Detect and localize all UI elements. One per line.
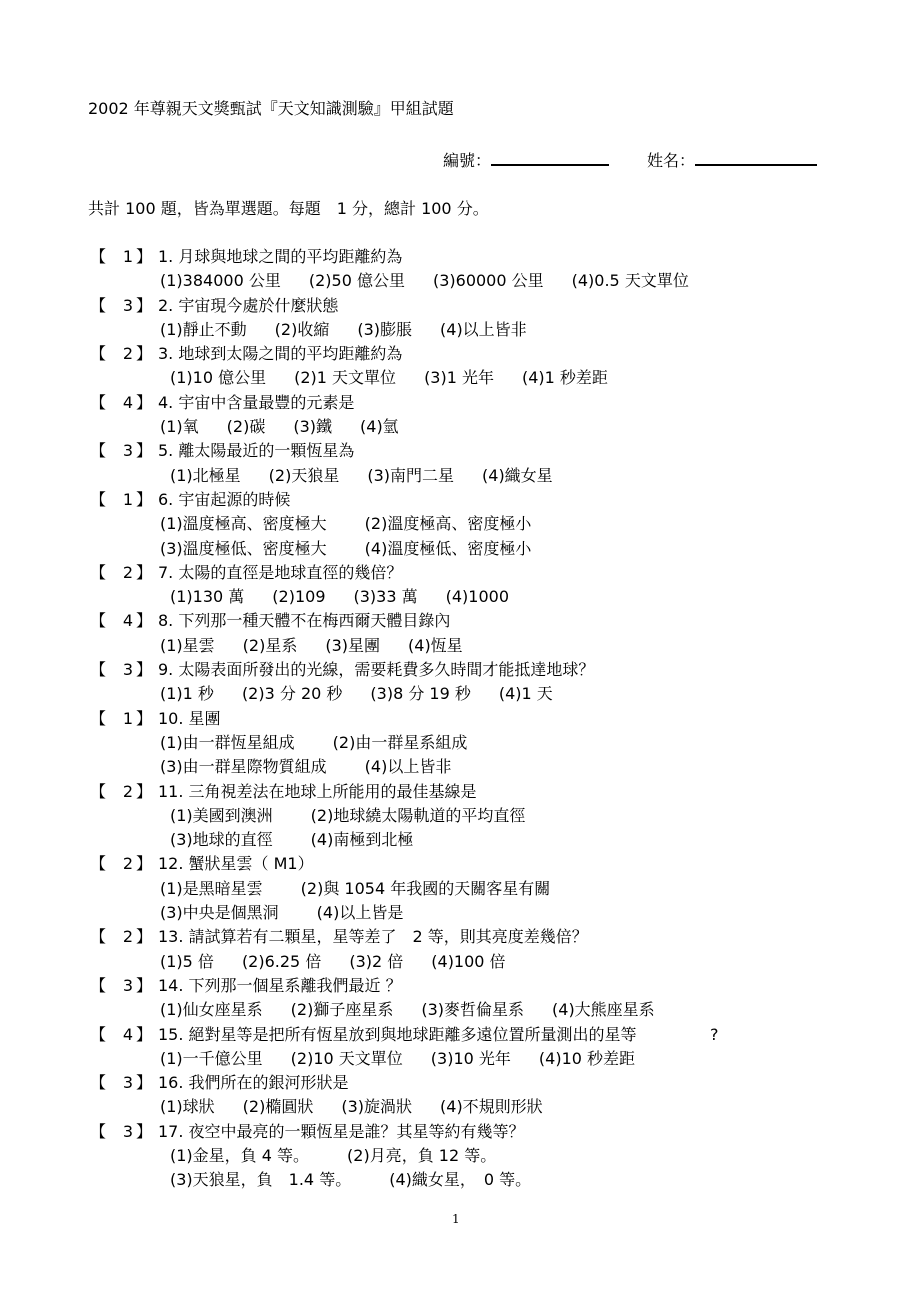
question-text: 13. 請試算若有二顆星，星等差了 2 等，則其亮度差幾倍？ — [158, 927, 588, 947]
bracket-open: 【 — [90, 611, 107, 631]
option-3: (3)鐵 — [293, 417, 333, 437]
bracket-open: 【 — [90, 344, 107, 364]
question-16 — [90, 1071, 880, 1095]
option-row — [90, 682, 880, 706]
option-4: (4)以上皆非 — [440, 319, 527, 339]
answer-box — [90, 925, 158, 949]
option-3: (3)33 萬 — [353, 587, 418, 607]
answer-box — [90, 707, 158, 731]
option-row — [90, 464, 880, 488]
option-1: (1)靜止不動 — [160, 319, 247, 339]
bracket-open: 【 — [90, 854, 107, 874]
answer-box — [90, 245, 158, 269]
bracket-close: 】 — [136, 927, 153, 947]
answer-value: 3 — [122, 1073, 134, 1093]
option-4: (4)織女星， 0 等。 — [389, 1170, 532, 1190]
bracket-open: 【 — [90, 392, 107, 412]
option-4: (4)南極到北極 — [310, 830, 414, 850]
question-8 — [90, 609, 880, 633]
option-2: (2)3 分 20 秒 — [241, 684, 343, 704]
option-row — [90, 585, 880, 609]
bracket-close: 】 — [136, 1073, 153, 1093]
question-text: 11. 三角視差法在地球上所能用的最佳基線是 — [158, 781, 477, 801]
option-4: (4)恆星 — [408, 635, 463, 655]
answer-value: 2 — [122, 344, 134, 364]
option-3: (3)南門二星 — [367, 465, 455, 485]
answer-box — [90, 658, 158, 682]
option-row — [90, 901, 880, 925]
question-7 — [90, 561, 880, 585]
question-13 — [90, 925, 880, 949]
id-field — [443, 148, 609, 171]
bracket-open: 【 — [90, 781, 107, 801]
answer-box — [90, 609, 158, 633]
question-1 — [90, 245, 880, 269]
question-text: 8. 下列那一種天體不在梅西爾天體目錄內 — [158, 611, 451, 631]
question-14 — [90, 974, 880, 998]
bracket-close: 】 — [136, 1024, 153, 1044]
question-text: 9. 太陽表面所發出的光線，需要耗費多久時間才能抵達地球？ — [158, 660, 595, 680]
question-15 — [90, 1023, 880, 1047]
option-4: (4)織女星 — [482, 465, 553, 485]
answer-value: 3 — [122, 1121, 134, 1141]
option-4: (4)10 秒差距 — [538, 1048, 636, 1068]
answer-value: 2 — [122, 854, 134, 874]
bracket-close: 】 — [136, 247, 153, 266]
option-4: (4)不規則形狀 — [440, 1097, 543, 1117]
option-3: (3)膨脹 — [357, 319, 413, 339]
option-2: (2)月亮，負 12 等。 — [347, 1145, 497, 1165]
name-label: 姓名： — [647, 151, 696, 170]
option-2: (2)橢圓狀 — [242, 1097, 314, 1117]
option-row — [90, 804, 880, 828]
option-3: (3)10 光年 — [430, 1048, 511, 1068]
question-list — [90, 245, 880, 1193]
option-row — [90, 512, 880, 536]
option-2: (2)6.25 倍 — [241, 951, 322, 971]
bracket-open: 【 — [90, 927, 107, 947]
question-3 — [90, 342, 880, 366]
option-1: (1)星雲 — [160, 635, 215, 655]
bracket-close: 】 — [136, 975, 153, 995]
question-text: 6. 宇宙起源的時候 — [158, 489, 291, 509]
answer-value: 4 — [122, 392, 134, 412]
option-2: (2)收縮 — [274, 319, 330, 339]
question-2 — [90, 294, 880, 318]
option-4: (4)1 秒差距 — [522, 368, 608, 388]
answer-box — [90, 439, 158, 463]
answer-value: 4 — [122, 611, 134, 631]
option-2: (2)地球繞太陽軌道的平均直徑 — [310, 805, 526, 825]
option-row — [90, 1144, 880, 1168]
answer-box — [90, 391, 158, 415]
answer-value: 1 — [122, 489, 134, 509]
bracket-close: 】 — [136, 489, 153, 509]
option-2: (2)50 億公里 — [308, 271, 405, 291]
bracket-open: 【 — [90, 708, 107, 728]
question-text: 2. 宇宙現今處於什麼狀態 — [158, 295, 339, 315]
question-mark: ? — [710, 1024, 719, 1044]
option-2: (2)10 天文單位 — [290, 1048, 403, 1068]
bracket-close: 】 — [136, 854, 153, 874]
answer-box — [90, 1023, 158, 1047]
bracket-open: 【 — [90, 975, 107, 995]
option-1: (1)10 億公里 — [170, 368, 267, 388]
option-4: (4)大熊座星系 — [552, 1000, 655, 1020]
option-4: (4)氫 — [360, 417, 399, 437]
option-1: (1)美國到澳洲 — [170, 805, 273, 825]
bracket-close: 】 — [136, 562, 153, 582]
bracket-close: 】 — [136, 344, 153, 364]
option-2: (2)溫度極高、密度極小 — [364, 514, 532, 534]
bracket-open: 【 — [90, 441, 107, 461]
bracket-close: 】 — [136, 295, 153, 315]
option-3: (3)8 分 19 秒 — [370, 684, 471, 704]
page-title: 2002 年尊親天文獎甄試『天文知識測驗』甲組試題 — [88, 99, 454, 118]
bracket-open: 【 — [90, 295, 107, 315]
bracket-open: 【 — [90, 562, 107, 582]
id-label: 編號： — [443, 151, 492, 170]
option-3: (3)溫度極低、密度極大 — [160, 538, 327, 558]
option-3: (3)天狼星，負 1.4 等。 — [170, 1170, 352, 1190]
question-text: 1. 月球與地球之間的平均距離約為 — [158, 247, 403, 266]
option-row — [90, 828, 880, 852]
bracket-open: 【 — [90, 1073, 107, 1093]
option-3: (3)地球的直徑 — [170, 830, 273, 850]
bracket-close: 】 — [136, 708, 153, 728]
bracket-open: 【 — [90, 1121, 107, 1141]
option-3: (3)麥哲倫星系 — [421, 1000, 525, 1020]
option-1: (1)金星，負 4 等。 — [170, 1145, 310, 1165]
answer-value: 1 — [122, 247, 134, 266]
option-row — [90, 1047, 880, 1071]
answer-box — [90, 852, 158, 876]
option-row — [90, 731, 880, 755]
option-4: (4)以上皆是 — [316, 903, 404, 923]
option-2: (2)1 天文單位 — [294, 368, 397, 388]
id-blank — [491, 151, 609, 166]
option-2: (2)與 1054 年我國的天關客星有關 — [300, 878, 551, 898]
answer-value: 3 — [122, 660, 134, 680]
option-1: (1)北極星 — [170, 465, 241, 485]
question-text: 5. 離太陽最近的一顆恆星為 — [158, 441, 355, 461]
answer-value: 3 — [122, 441, 134, 461]
question-text: 16. 我們所在的銀河形狀是 — [158, 1073, 349, 1093]
bracket-open: 【 — [90, 489, 107, 509]
question-5 — [90, 439, 880, 463]
answer-value: 3 — [122, 975, 134, 995]
option-row — [90, 634, 880, 658]
option-4: (4)0.5 天文單位 — [571, 271, 689, 291]
answer-value: 2 — [122, 562, 134, 582]
option-3: (3)星團 — [325, 635, 381, 655]
bracket-close: 】 — [136, 660, 153, 680]
bracket-open: 【 — [90, 660, 107, 680]
instructions: 共計 100 題，皆為單選題。每題 1 分，總計 100 分。 — [88, 199, 489, 218]
option-2: (2)星系 — [242, 635, 298, 655]
answer-box — [90, 974, 158, 998]
option-4: (4)以上皆非 — [364, 757, 452, 777]
option-2: (2)109 — [272, 587, 326, 607]
answer-box — [90, 1071, 158, 1095]
answer-box — [90, 294, 158, 318]
question-text: 17. 夜空中最亮的一顆恆星是誰？其星等約有幾等？ — [158, 1121, 525, 1141]
question-10 — [90, 707, 880, 731]
option-row — [90, 755, 880, 779]
option-row — [90, 415, 880, 439]
answer-box — [90, 561, 158, 585]
question-6 — [90, 488, 880, 512]
question-text: 14. 下列那一個星系離我們最近 ？ — [158, 975, 402, 995]
option-3: (3)2 倍 — [349, 951, 404, 971]
option-1: (1)仙女座星系 — [160, 1000, 263, 1020]
option-1: (1)由一群恆星組成 — [160, 732, 295, 752]
answer-box — [90, 488, 158, 512]
option-4: (4)1 天 — [498, 684, 553, 704]
option-1: (1)5 倍 — [160, 951, 214, 971]
option-4: (4)100 倍 — [431, 951, 506, 971]
option-4: (4)溫度極低、密度極小 — [364, 538, 532, 558]
bracket-close: 】 — [136, 392, 153, 412]
answer-value: 3 — [122, 295, 134, 315]
name-field — [647, 148, 817, 171]
option-row — [90, 366, 880, 390]
answer-value: 2 — [122, 781, 134, 801]
option-1: (1)是黑暗星雲 — [160, 878, 263, 898]
option-3: (3)中央是個黑洞 — [160, 903, 279, 923]
option-row — [90, 269, 880, 293]
bracket-open: 【 — [90, 1024, 107, 1044]
question-11 — [90, 780, 880, 804]
bracket-close: 】 — [136, 441, 153, 461]
answer-value: 4 — [122, 1024, 134, 1044]
option-2: (2)由一群星系組成 — [332, 732, 468, 752]
option-1: (1)一千億公里 — [160, 1048, 263, 1068]
option-1: (1)1 秒 — [160, 684, 214, 704]
option-1: (1)130 萬 — [170, 587, 245, 607]
option-1: (1)384000 公里 — [160, 271, 281, 291]
question-text: 10. 星團 — [158, 708, 221, 728]
question-text: 4. 宇宙中含量最豐的元素是 — [158, 392, 355, 412]
answer-box — [90, 780, 158, 804]
option-3: (3)旋渦狀 — [341, 1097, 413, 1117]
option-4: (4)1000 — [445, 587, 510, 607]
question-4 — [90, 391, 880, 415]
option-row — [90, 998, 880, 1022]
option-1: (1)球狀 — [160, 1097, 215, 1117]
option-row — [90, 318, 880, 342]
option-row — [90, 1168, 880, 1192]
bracket-close: 】 — [136, 611, 153, 631]
option-3: (3)1 光年 — [424, 368, 494, 388]
option-3: (3)由一群星際物質組成 — [160, 757, 327, 777]
answer-box — [90, 1120, 158, 1144]
option-row — [90, 877, 880, 901]
answer-value: 2 — [122, 927, 134, 947]
page-number: 1 — [452, 1212, 460, 1226]
answer-box — [90, 342, 158, 366]
option-2: (2)碳 — [226, 417, 266, 437]
question-text: 12. 蟹狀星雲（ M1） — [158, 854, 314, 874]
question-9 — [90, 658, 880, 682]
question-text: 15. 絕對星等是把所有恆星放到與地球距離多遠位置所量測出的星等 — [158, 1024, 637, 1044]
option-row — [90, 950, 880, 974]
option-3: (3)60000 公里 — [432, 271, 544, 291]
bracket-close: 】 — [136, 781, 153, 801]
option-row — [90, 1095, 880, 1119]
option-row — [90, 537, 880, 561]
bracket-close: 】 — [136, 1121, 153, 1141]
answer-value: 1 — [122, 708, 134, 728]
name-blank — [695, 151, 817, 166]
option-2: (2)獅子座星系 — [290, 1000, 394, 1020]
option-1: (1)氧 — [160, 417, 199, 437]
option-1: (1)溫度極高、密度極大 — [160, 514, 327, 534]
option-2: (2)天狼星 — [268, 465, 340, 485]
question-text: 3. 地球到太陽之間的平均距離約為 — [158, 344, 403, 364]
question-17 — [90, 1120, 880, 1144]
bracket-open: 【 — [90, 247, 107, 266]
question-12 — [90, 852, 880, 876]
question-text: 7. 太陽的直徑是地球直徑的幾倍？ — [158, 562, 403, 582]
